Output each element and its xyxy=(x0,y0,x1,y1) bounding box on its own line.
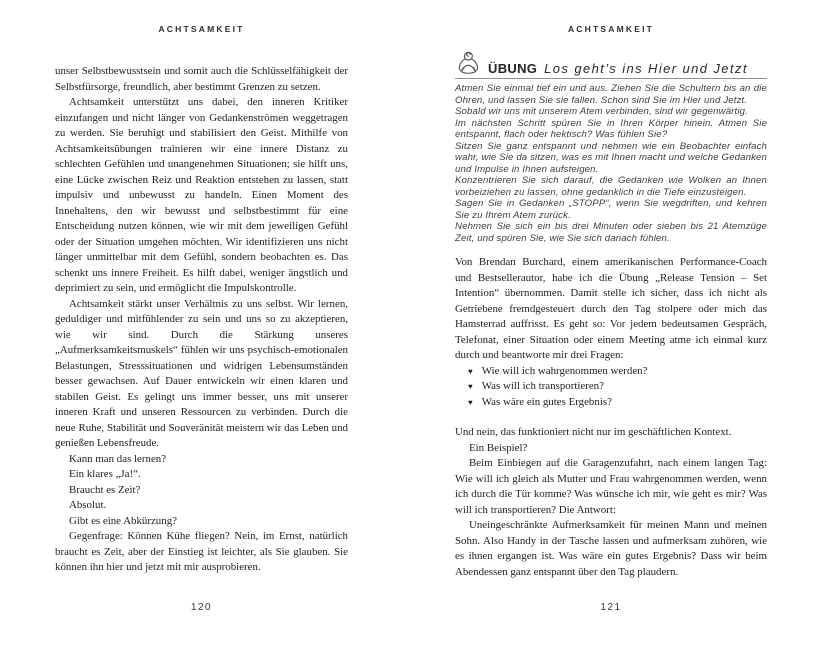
heart-bullet-icon: ♥ xyxy=(468,366,473,376)
meditating-person-icon xyxy=(455,50,481,77)
exercise-paragraph: Sitzen Sie ganz entspannt und nehmen wie ein Beobachter einfach wahr, wie Sie da sitzen, was es mit Ihnen macht und welche Gedanken und Impulse in Ihnen aufsteigen. xyxy=(455,140,767,175)
list-item xyxy=(468,364,767,380)
paragraph: Gegenfrage: Können Kühe fliegen? Nein, im Ernst, natürlich braucht es Zeit, aber der Einstieg ist leichter, als Sie glauben. Sie können ihn hier und jetzt mit mir ausprobieren. xyxy=(55,530,348,573)
running-head: ACHTSAMKEIT xyxy=(567,24,655,34)
paragraph: Uneingeschränkte Aufmerksamkeit für meinen Mann und meinen Sohn. Also Handy in der Tasche lassen und aufmerksam zuhören, wie es ihnen ergangen ist. Was wäre ein gutes Ergebnis? Dass wir beim Abendessen ganz entspannt über den Tag plaudern. xyxy=(455,519,767,578)
page-body xyxy=(55,64,348,576)
running-head: ACHTSAMKEIT xyxy=(158,24,245,34)
list-item-text: Was will ich transportieren? xyxy=(481,380,604,392)
paragraph: Achtsamkeit unterstützt uns dabei, den inneren Kritiker einzufangen und nicht länger von Gedankenströmen weggetragen zu werden. Sie beruhigt und stabilisiert den Geist. Mithilfe von Achtsamkeitsübungen trainieren wir eine innere Distanz zu schlechten Gefühlen und unangenehmen Situationen; sie hilft uns, eine Lücke zwischen Reiz und Reaktion entstehen zu lassen, statt impulsiv und unbewusst zu handeln. Einen Moment des Innehaltens, den wir bewusst und selbstbestimmt für eine Entscheidung nutzen können, wie wir mit dem jeweiligen Gefühl oder der Situation umgehen möchten. Wir identifizieren uns nicht länger unmittelbar mit dem Gefühl, sondern beobachten es. Das schenkt uns innere Freiheit. Es hilft dabei, weniger ängstlich und deprimiert zu sein, und ermöglicht die Impulskontrolle. xyxy=(55,96,348,294)
exercise-heading xyxy=(455,50,767,77)
exercise-paragraph: Sagen Sie in Gedanken „STOPP“, wenn Sie wegdriften, und kehren Sie zu Ihrem Atem zurück. xyxy=(455,198,767,221)
page-number: 120 xyxy=(190,602,213,613)
exercise-paragraph: Nehmen Sie sich ein bis drei Minuten oder sieben bis 21 Atemzüge Zeit, und spüren Sie, wie Sie sich danach fühlen. xyxy=(455,221,767,244)
paragraph: Beim Einbiegen auf die Garagenzufahrt, nach einem langen Tag: Wie will ich gleich als Mutter und Frau wahrgenommen werden, wenn ich durch die Tür komme? Was wünsche ich mir, wie geht es mir? Was will ich transportieren? Die Antwort: xyxy=(455,457,767,516)
paragraph: Ein Beispiel? xyxy=(469,441,528,454)
paragraph: Ein klares „Ja!“. xyxy=(69,468,141,480)
paragraph: Von Brendan Burchard, einem amerikanischen Performance-Coach und Bestsellerautor, habe ich die Übung „Release Tension – Set Intention“ übernommen. Damit stelle ich sicher, dass ich nicht als Getriebene fremdgesteuert durch den Tag stolpere oder mich das Hamsterrad auffrisst. Es geht so: Vor jedem bedeutsamen Gespräch, Telefonat, einer Situation oder einem Meeting atme ich einmal kurz durch und beantworte mir drei Fragen: xyxy=(455,256,767,361)
exercise-paragraph: Sobald wir uns mit unserem Atem verbinden, sind wir gegenwärtig. xyxy=(455,106,748,117)
exercise-title: Los geht’s ins Hier und Jetzt xyxy=(544,61,748,76)
page-body xyxy=(455,50,767,580)
list-item-text: Was wäre ein gutes Ergebnis? xyxy=(481,395,612,408)
exercise-divider xyxy=(455,78,767,79)
exercise-paragraph: Konzentrieren Sie sich darauf, die Gedanken wie Wolken an Ihnen vorbeiziehen zu lassen, ohne gedanklich in die Tiefe einzusteigen. xyxy=(455,175,767,198)
exercise-paragraph: Atmen Sie einmal tief ein und aus. Ziehen Sie die Schultern bis an die Ohren, und lassen Sie sie fallen. Schon sind Sie im Hier und Jetzt. xyxy=(455,83,767,106)
list-item xyxy=(468,395,767,411)
main-text xyxy=(455,255,767,580)
paragraph: unser Selbstbewusstsein und somit auch die Schlüsselfähigkeit der Selbstfürsorge, freundlich, aber bestimmt Grenzen zu setzen. xyxy=(55,65,348,93)
list-item-text: Wie will ich wahrgenommen werden? xyxy=(481,364,648,377)
heart-bullet-icon: ♥ xyxy=(468,382,473,391)
question-list xyxy=(455,364,767,411)
exercise-label: ÜBUNG xyxy=(488,61,538,76)
exercise-text xyxy=(455,83,767,244)
page-left xyxy=(55,0,348,648)
paragraph: Braucht es Zeit? xyxy=(69,483,141,496)
exercise-paragraph: Im nächsten Schritt spüren Sie in Ihren Körper hinein. Atmen Sie entspannt, flach oder hektisch? Was fühlen Sie? xyxy=(455,117,767,140)
page-number: 121 xyxy=(600,602,622,613)
exercise-box xyxy=(455,50,767,244)
paragraph: Und nein, das funktioniert nicht nur im geschäftlichen Kontext. xyxy=(455,426,732,438)
heart-bullet-icon: ♥ xyxy=(468,397,473,407)
paragraph: Kann man das lernen? xyxy=(69,452,167,465)
list-item xyxy=(468,379,767,395)
paragraph: Gibt es eine Abkürzung? xyxy=(69,514,177,527)
paragraph: Absolut. xyxy=(69,499,107,511)
page-right xyxy=(455,0,767,648)
paragraph: Achtsamkeit stärkt unser Verhältnis zu uns selbst. Wir lernen, geduldiger und mitfühlender zu sein und uns so zu akzeptieren, wie wir sind. Durch die Stärkung unseres „Aufmerksamkeitsmuskels“ fühlen wir uns psychisch-emotionalen Belastungen, Stresssituationen und widrigen Lebensumständen besser gewachsen. Auf Dauer entwickeln wir einen klaren und stabilen Geist. Es gelingt uns immer besser, uns mit unserer inneren Kraft und unseren Ressourcen zu verbinden. Durch die neue Ruhe, Stabilität und Souveränität meistern wir das Leben und genießen Lebensfreude. xyxy=(55,297,348,449)
